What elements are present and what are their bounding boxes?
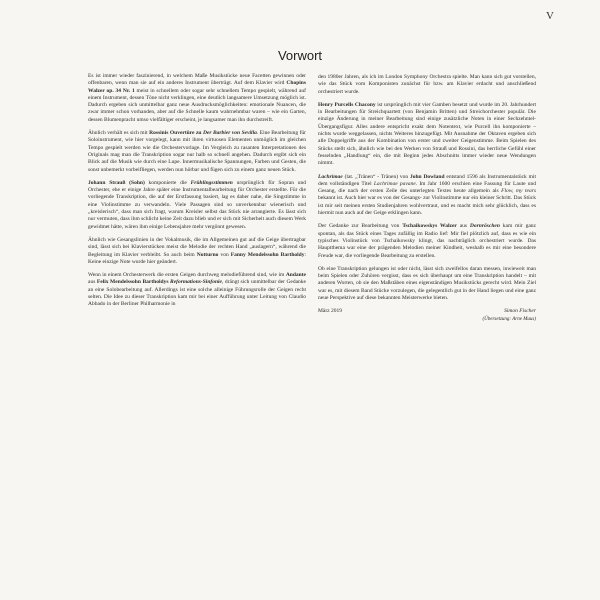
- text-run: (lat. „Tränen“ - Tränen) von: [342, 173, 410, 180]
- text-run: Notturno: [196, 251, 219, 258]
- text-run: Lachrimae: [318, 173, 343, 180]
- text-run: den 1980er Jahren, als ich im London Symphony Orchestra spielte. Man kann sich gut vorstellen, wie das Stück vom Komponisten zunächst für bzw. am Klavier erdacht und anschließend orchestriert wurde.: [318, 74, 536, 95]
- text-run: Rossinis Ouvertüre zu: [149, 130, 203, 137]
- text-run: Frühlingsstimmen: [190, 179, 233, 186]
- text-run: Tschaikowskys Walzer: [402, 223, 457, 230]
- signature-right: [482, 308, 536, 323]
- paragraph: [88, 130, 306, 174]
- text-run: ursprünglich für Sopran und Orchester, ehe er einige Jahre später eine Instrumentalbearbeitung für Orchester erstellte. Für die vorliegende Transkription, die auf der Erstfassung basiert, lag es daher nahe, die Singstimme in eine Violinstimme zu verwandeln. Viele Passagen sind so unverkennbar wienerisch und „kreislerisch“, dass man sich fragt, warum Kreisler selbst das Stück nie arrangierte. Es lässt sich nur vermuten, dass ihm schlicht keine Zeit dazu blieb und er sich mit Sicherheit auch diesem Werk gewidmet hätte, wären ihm einige Lebensjahre mehr vergönnt gewesen.: [88, 179, 306, 230]
- text-run: Flow, my tears: [501, 188, 536, 195]
- text-run: Chopins Walzer op. 34 Nr. 1: [88, 80, 306, 94]
- text-run: Wenn in einem Orchesterwerk die ersten Geigen durchweg melodieführend sind, wie im: [88, 272, 286, 279]
- paragraph: [88, 180, 306, 231]
- signature-name: Simon Fischer: [504, 308, 536, 315]
- paragraph: [318, 74, 536, 96]
- text-run: John Dowland: [410, 173, 445, 180]
- text-run: Henry Purcells Chacony: [318, 101, 376, 108]
- text-run: Felix Mendelssohn Bartholdys: [96, 279, 171, 286]
- paragraph: [318, 266, 536, 302]
- right-column: [318, 74, 536, 323]
- text-run: Reformations-Sinfonie: [170, 279, 222, 286]
- page-title: Vorwort: [277, 48, 323, 63]
- paragraph: [318, 102, 536, 168]
- text-run: Der Gedanke zur Bearbeitung von: [318, 223, 403, 230]
- text-run: Es ist immer wieder faszinierend, in welchem Maße Musikstücke neue Facetten gewinnen oder offenbaren, wenn man sie auf ein anderes Instrument überträgt. Auf dem Klavier wird: [88, 73, 306, 87]
- text-run: ist ursprünglich mit vier Gamben besetzt und wurde im 20. Jahrhundert in Bearbeitungen für Streichquartett (von Benjamin Britten) und Streichorchester populär. Die einzige Änderung in meiner Bearbeitung sind einige zusätzliche Noten in einer Sechzehntel-Übergangsfigur. Alles andere entspricht exakt dem Notentext, wie Purcell ihn komponierte – nichts wurde weggelassen, nichts Weiteres hinzugefügt. Mit Ausnahme der Oktaven ergeben sich alle Doppelgriffe aus der Kombination von erster und zweiter Geigenstimme. Beim Spielen des Stücks stellt sich, ähnlich wie bei den Werken von Strauß und Rossini, das herrliche Gefühl einer fesselnden „Handlung“ ein, die mit Beginn jedes Abschnitts immer wieder neue Wendungen nimmt.: [318, 101, 536, 167]
- signature-block: [318, 308, 536, 323]
- text-run: entstand 1596 als Instrumentalstück mit dem vollständigen Titel: [318, 173, 536, 187]
- right-column-text: [318, 74, 536, 302]
- text-run: meist in schnellem oder sogar sehr schnellem Tempo gespielt, während auf einem Instrument, dessen Töne nicht verklingen, eine deutlich langsamere Umsetzung möglich ist. Dadurch ergeben sich unmittelbar ganz neue Ausdrucksmöglichkeiten: emotionale Nuancen, die zwar immer schon vorhanden, aber auf die Schnelle kaum wahrnehmbar waren – wie ein Garten, dessen Blumenpracht umso vielfältiger erscheint, je langsamer man ihn durchstreift.: [88, 87, 306, 123]
- text-run: Lachrimae pavane: [373, 180, 416, 187]
- text-run: Fanny Mendelssohn Bartholdy: [230, 251, 305, 258]
- page-number: V: [546, 10, 554, 22]
- text-run: aus: [88, 279, 97, 286]
- text-run: Ob eine Transkription gelungen ist oder nicht, lässt sich zweifellos daran messen, inwieweit man beim Spielen oder Zuhören vergisst, dass es sich überhaupt um eine Transkription handelt – mit anderen Worten, ob sie den Maßstäben eines eigenständigen Musikstücks gerecht wird. Mein Ziel war es, mit diesem Band Stücke vorzulegen, die gelegentlich gut in der Hand liegen und eine ganz neue Perspektive auf diese bekannten Meisterwerke bieten.: [318, 265, 536, 302]
- signature-date: März 2019: [318, 308, 342, 315]
- text-run: Ähnlich verhält es sich mit: [88, 130, 150, 137]
- paragraph: [88, 237, 306, 266]
- paragraph: [88, 73, 306, 124]
- text-run: . Im Jahr 1600 erschien eine Fassung für Laute und Gesang, die nach der ersten Zeile des unterlegten Textes heute allgemein als: [318, 180, 536, 195]
- text-run: bekannt ist. Auch hier war es von der Gesangs- zur Violinstimme nur ein kleiner Schritt. Das Stück ist mir seit meinen ersten Studienjahren wohlvertraut, und es macht mich sehr glücklich, dass es hiermit nun auch auf der Geige erklingen kann.: [318, 195, 536, 217]
- text-run: Johann Strauß (Sohn): [88, 179, 145, 186]
- text-run: aus: [456, 223, 470, 230]
- text-run: , drängt sich unmittelbar der Gedanke an eine Solobearbeitung auf. Allerdings ist eine solche alleinige Führungsrolle der Geigen recht selten. Die Idee zu dieser Transkription kam mir bei einer Aufführung unter Leitung von Claudio Abbado in der Berliner Philharmonie in: [88, 279, 306, 308]
- text-run: von: [218, 251, 231, 258]
- signature-translator: (Übersetzung: Arne Muus): [482, 316, 536, 322]
- text-run: komponierte die: [144, 179, 191, 186]
- text-run: Dornröschen: [469, 223, 500, 230]
- paragraph: [318, 223, 536, 259]
- text-run: . Eine Bearbeitung für Soloinstrument, wie hier vorgelegt, kann mit ihren virtuosen Elementen unmöglich im gleichen Tempo gespielt werden wie die Orchestervorlage. Im Vergleich zu rasanten Interpretationen des Originals mag man die Transkription sogar nur halb so schnell angehen. Dadurch ergibt sich ein Blick auf die Musik wie durch eine Lupe. Innermusikalische Spannungen, Farben und Gesten, die sonst unbemerkt vorbeifliegen, werden nun hörbar und fügen sich zu einem ganz neuen Stück.: [88, 130, 307, 173]
- paragraph: [88, 272, 306, 308]
- text-run: Andante: [285, 272, 306, 279]
- text-run: kam mir ganz spontan, als das Stück eines Tages zufällig im Radio lief: Mir fiel plötzlich auf, dass es wie ein typisches Violinstück von Tschaikowsky klingt, das nachträglich orchestriert wurde. Das Hauptthema war eine der prägenden Melodien meiner Kindheit, weshalb es mir eine besondere Freude war, die vorliegende Bearbeitung zu erstellen.: [318, 223, 536, 259]
- text-run: Der Barbier von Sevilla: [202, 130, 257, 137]
- text-run: : Keine einzige Note wurde hier geändert.: [88, 251, 307, 265]
- paragraph: [318, 174, 536, 218]
- left-column: [88, 73, 306, 315]
- text-run: Ähnlich wie Gesangslinien in der Vokalmusik, die im Allgemeinen gut auf die Geige übertragbar sind, lässt sich bei Klavierstücken meist die Melodie der rechten Hand „auslagern“, während die Begleitung im Klavier verbleibt. So auch beim: [88, 236, 306, 258]
